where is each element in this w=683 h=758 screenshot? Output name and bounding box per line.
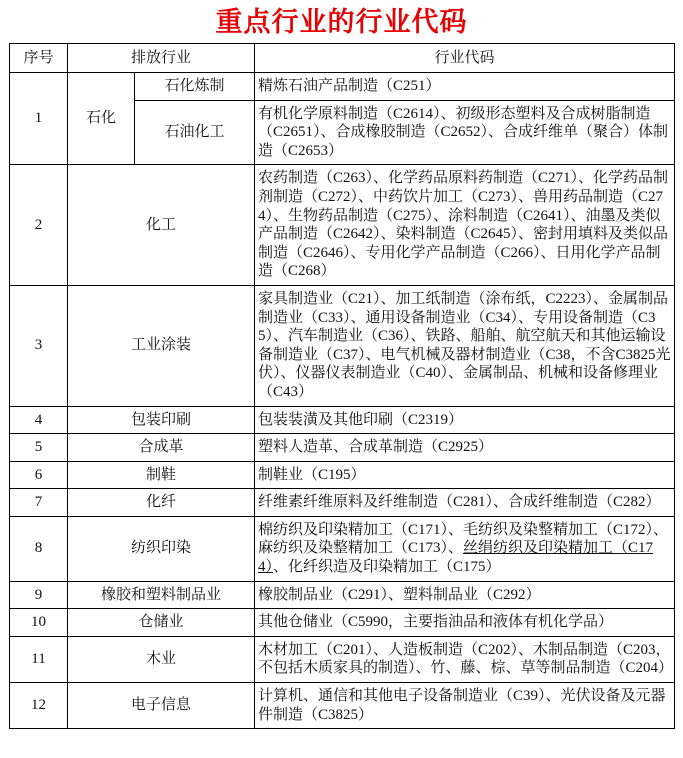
industry-codes-cell: 橡胶制品业（C291）、塑料制品业（C292） bbox=[255, 581, 675, 609]
header-industry-code: 行业代码 bbox=[255, 44, 675, 73]
table-row bbox=[10, 516, 675, 581]
serial-number-cell: 1 bbox=[10, 73, 68, 165]
industry-codes-cell: 其他仓储业（C5990，主要指油品和液体有机化学品） bbox=[255, 609, 675, 637]
industry-cell: 化工 bbox=[68, 165, 255, 286]
serial-number-cell: 9 bbox=[10, 581, 68, 609]
industry-codes-cell: 纤维素纤维原料及纤维制造（C281）、合成纤维制造（C282） bbox=[255, 489, 675, 517]
table-row bbox=[10, 581, 675, 609]
serial-number-cell: 3 bbox=[10, 285, 68, 406]
serial-number-cell: 10 bbox=[10, 609, 68, 637]
serial-number-cell: 5 bbox=[10, 434, 68, 462]
industry-codes-cell: 制鞋业（C195） bbox=[255, 461, 675, 489]
header-emission-industry: 排放行业 bbox=[68, 44, 255, 73]
table-row bbox=[10, 73, 675, 101]
industry-cell: 纺织印染 bbox=[68, 516, 255, 581]
serial-number-cell: 2 bbox=[10, 165, 68, 286]
industry-cell: 化纤 bbox=[68, 489, 255, 517]
sub-industry-cell: 石化炼制 bbox=[135, 73, 255, 101]
table-row bbox=[10, 461, 675, 489]
code-text: 、化纤织造及印染精加工（C175） bbox=[273, 559, 501, 576]
industry-code-table bbox=[9, 43, 675, 729]
sub-industry-cell: 石油化工 bbox=[135, 100, 255, 165]
industry-cell: 电子信息 bbox=[68, 683, 255, 729]
industry-cell: 仓储业 bbox=[68, 609, 255, 637]
industry-cell: 制鞋 bbox=[68, 461, 255, 489]
industry-group-cell: 石化 bbox=[68, 73, 135, 165]
table-row bbox=[10, 165, 675, 286]
table-row bbox=[10, 434, 675, 462]
industry-cell: 木业 bbox=[68, 636, 255, 682]
industry-codes-cell: 精炼石油产品制造（C251） bbox=[255, 73, 675, 101]
industry-cell: 包装印刷 bbox=[68, 406, 255, 434]
industry-codes-cell: 塑料人造革、合成革制造（C2925） bbox=[255, 434, 675, 462]
industry-cell: 橡胶和塑料制品业 bbox=[68, 581, 255, 609]
serial-number-cell: 6 bbox=[10, 461, 68, 489]
industry-codes-cell: 包装装潢及其他印刷（C2319） bbox=[255, 406, 675, 434]
table-row bbox=[10, 636, 675, 682]
serial-number-cell: 12 bbox=[10, 683, 68, 729]
serial-number-cell: 8 bbox=[10, 516, 68, 581]
header-serial-number: 序号 bbox=[10, 44, 68, 73]
industry-cell: 工业涂装 bbox=[68, 285, 255, 406]
table-row bbox=[10, 683, 675, 729]
industry-codes-cell: 木材加工（C201）、人造板制造（C202）、木制品制造（C203，不包括木质家具的制造）、竹、藤、棕、草等制品制造（C204） bbox=[255, 636, 675, 682]
table-row bbox=[10, 285, 675, 406]
industry-codes-cell: 农药制造（C263）、化学药品原料药制造（C271）、化学药品制剂制造（C272）、中药饮片加工（C273）、兽用药品制造（C274）、生物药品制造（C275）、涂料制造（C2641）、油墨及类似产品制造（C2642）、染料制造（C2645）、密封用填料及类似品制造（C2646）、专用化学产品制造（C266）、日用化学产品制造（C268） bbox=[255, 165, 675, 286]
industry-codes-cell bbox=[255, 516, 675, 581]
table-row bbox=[10, 489, 675, 517]
table-body bbox=[10, 73, 675, 729]
table-header-row bbox=[10, 44, 675, 73]
industry-codes-cell: 计算机、通信和其他电子设备制造业（C39）、光伏设备及元器件制造（C3825） bbox=[255, 683, 675, 729]
underlined-code-text: 丝绢纺织及印染精加工（C174） bbox=[258, 540, 654, 576]
table-row bbox=[10, 406, 675, 434]
industry-codes-cell: 有机化学原料制造（C2614）、初级形态塑料及合成树脂制造（C2651）、合成橡胶制造（C2652）、合成纤维单（聚合）体制造（C2653） bbox=[255, 100, 675, 165]
page-title: 重点行业的行业代码 bbox=[215, 7, 468, 37]
code-text: 棉纺织及印染精加工（C171）、毛纺织及染整精加工（C172）、麻纺织及染整精加工（C173）、 bbox=[258, 521, 669, 557]
industry-codes-cell: 家具制造业（C21）、加工纸制造（涂布纸，C2223）、金属制品制造业（C33）、通用设备制造业（C34）、专用设备制造（C35）、汽车制造业（C36）、铁路、船舶、航空航天和其他运输设备制造业（C37）、电气机械及器材制造业（C38，不含C3825光伏）、仪器仪表制造业（C40）、金属制品、机械和设备修理业（C43） bbox=[255, 285, 675, 406]
serial-number-cell: 7 bbox=[10, 489, 68, 517]
serial-number-cell: 4 bbox=[10, 406, 68, 434]
serial-number-cell: 11 bbox=[10, 636, 68, 682]
industry-cell: 合成革 bbox=[68, 434, 255, 462]
table-row bbox=[10, 609, 675, 637]
